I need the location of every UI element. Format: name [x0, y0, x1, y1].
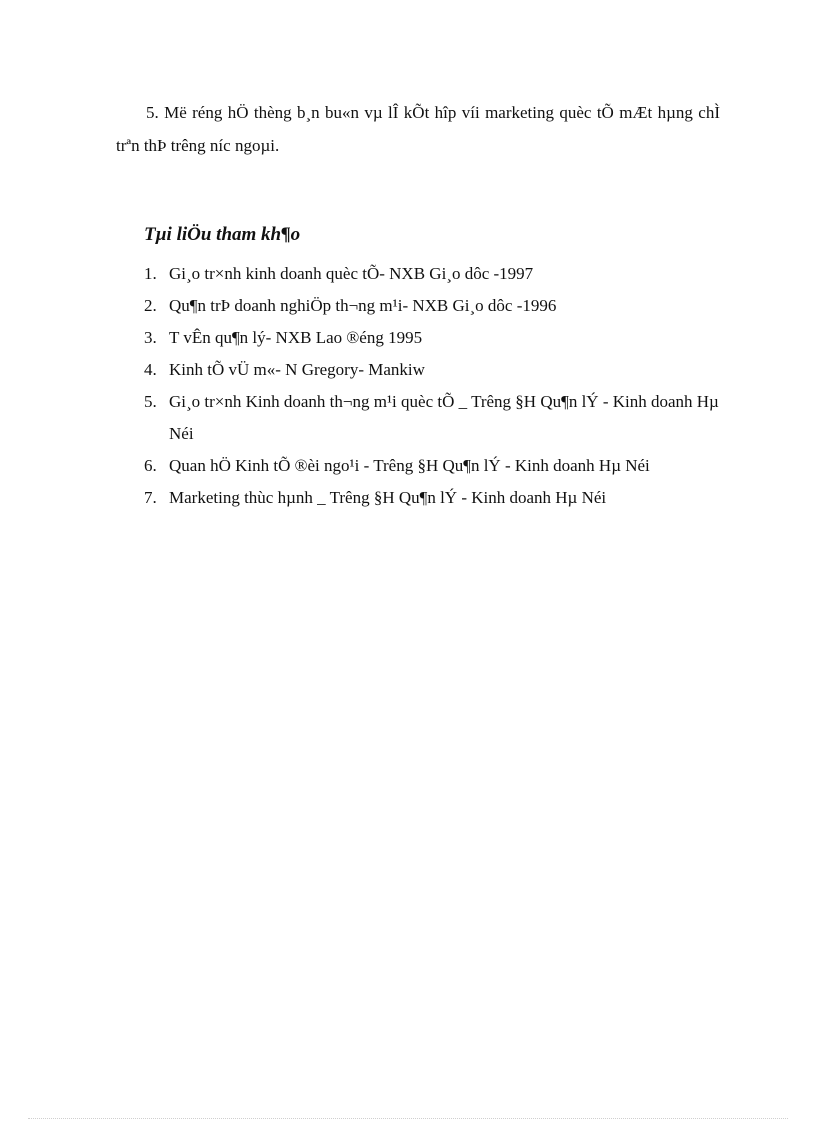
reference-number: 4. [144, 360, 157, 379]
reference-item [144, 290, 722, 322]
reference-item [144, 258, 722, 290]
reference-text: T vÊn qu¶n lý- NXB Lao ®éng 1995 [169, 328, 423, 347]
references-list [144, 258, 722, 514]
reference-text: Qu¶n trÞ doanh nghiÖp th¬ng m¹i- NXB Gi¸o dôc -1996 [169, 296, 557, 315]
reference-number: 5. [144, 392, 157, 411]
reference-item [144, 322, 722, 354]
reference-number: 6. [144, 456, 157, 475]
reference-text: Gi¸o tr×nh kinh doanh quèc tÕ- NXB Gi¸o dôc -1997 [169, 264, 534, 283]
reference-item [144, 386, 722, 450]
reference-number: 7. [144, 488, 157, 507]
reference-item [144, 354, 722, 386]
reference-text: Marketing thùc hµnh _ Trêng §H Qu¶n lÝ - Kinh doanh Hµ Néi [169, 488, 607, 507]
reference-item [144, 450, 722, 482]
reference-number: 2. [144, 296, 157, 315]
reference-item [144, 482, 722, 514]
reference-number: 3. [144, 328, 157, 347]
reference-number: 1. [144, 264, 157, 283]
references-heading: Tµi liÖu tham kh¶o [144, 224, 301, 245]
page-bottom-divider [28, 1118, 788, 1119]
reference-text: Gi¸o tr×nh Kinh doanh th¬ng m¹i quèc tÕ _ Trêng §H Qu¶n lÝ - Kinh doanh Hµ Néi [169, 392, 719, 443]
reference-text: Quan hÖ Kinh tÕ ®èi ngo¹i - Trêng §H Qu¶n lÝ - Kinh doanh Hµ Néi [169, 456, 650, 475]
reference-text: Kinh tÕ vÜ m«- N Gregory- Mankiw [169, 360, 425, 379]
body-paragraph: 5. Më réng hÖ thèng b¸n bu«n vµ lÎ kÕt hîp víi marketing quèc tÕ mÆt hµng chÌ trªn thÞ trêng níc ngoµi. [116, 103, 720, 155]
